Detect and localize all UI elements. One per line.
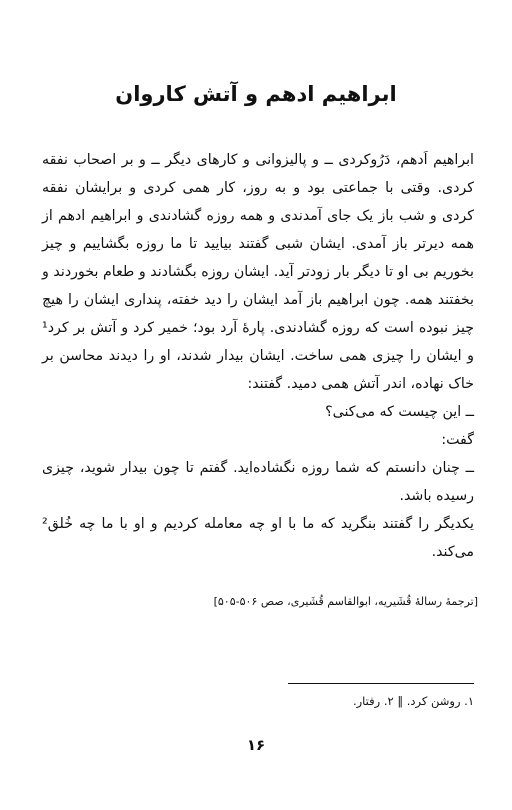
story-body (42, 146, 474, 566)
source-citation: [ترجمهٔ رسالهٔ قُشَیریه، ابوالقاسم قُشَیری، صص ۵۰۶-۵۰۵] (213, 595, 478, 608)
page-number: ۱۶ (246, 736, 266, 754)
paragraph-said: گفت: (441, 432, 474, 448)
paragraph-question: ــ این چیست که می‌کنی؟ (325, 404, 474, 420)
paragraph-conclusion: یکدیگر را گفتند بنگرید که ما با او چه معامله کردیم و او با ما چه خُلق² می‌کند. (42, 516, 474, 560)
page-title: ابراهیم ادهم و آتش کاروان (115, 82, 397, 106)
footnote-divider (288, 683, 474, 684)
paragraph-answer: ــ چنان دانستم که شما روزه نگشاده‌اید. گفتم تا چون بیدار شوید، چیزی رسیده باشد. (42, 460, 474, 504)
paragraph-narrative: ابراهیم اَدهم، دَرُوکردی ــ و پالیزوانی و کارهای دیگر ــ و بر اصحاب نفقه کردی. وقتی با جماعتی بود و به روز، کار همی کردی و برایشان نفقه کردی و شب باز یک جای آمدندی و همه روزه گشادندی و ابراهیم ادهم از همه دیرتر باز آمدی. ایشان شبی گفتند بیایید تا ما روزه بگشاییم و چیز بخوریم بی او تا دیگر بار زودتر آید. ایشان روزه بگشادند و طعام بخوردند و بخفتند همه. چون ابراهیم باز آمد ایشان را دید خفته، پنداری ایشان را هیچ چیز نبوده است که روزه گشادندی. پارهٔ آرد بود؛ خمیر کرد و آتش بر کرد¹ و ایشان را چیزی همی ساخت. ایشان بیدار شدند، او را دیدند محاسن بر خاک نهاده، اندر آتش همی دمید. گفتند: (42, 152, 474, 392)
footnotes: ۱. روشن کرد. ‖ ۲. رفتار. (352, 694, 474, 708)
